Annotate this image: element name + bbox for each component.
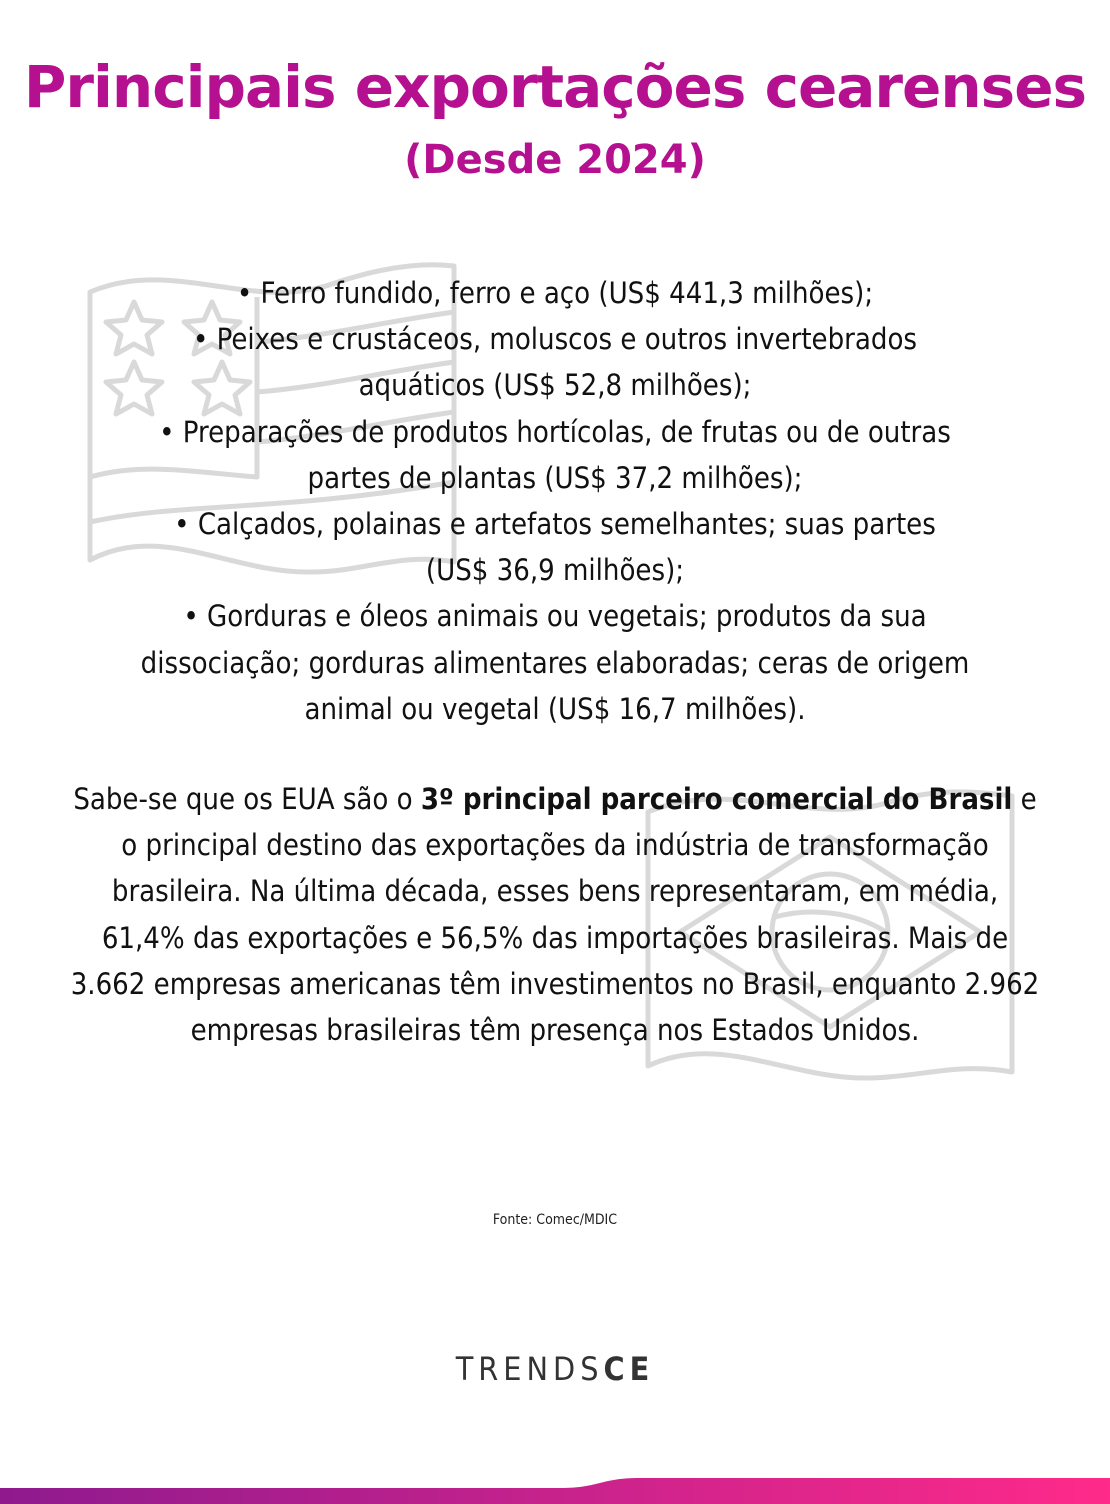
export-item-line: • Calçados, polainas e artefatos semelhantes; suas partes [174, 507, 936, 542]
trade-partner-paragraph [70, 776, 1040, 1053]
page-title: Principais exportações cearenses [23, 53, 1087, 121]
export-item-line: • Gorduras e óleos animais ou vegetais; produtos da sua [183, 599, 927, 634]
export-item-line: dissociação; gorduras alimentares elaboradas; ceras de origem [140, 645, 970, 680]
export-item [60, 501, 1050, 593]
export-item-line: • Preparações de produtos hortícolas, de frutas ou de outras [159, 414, 951, 449]
export-item [60, 409, 1050, 501]
paragraph-rest: e o principal destino das exportações da indústria de transformação brasileira. Na última década, esses bens representaram, em média, 61,4% das exportações e 56,5% das importações brasileiras. Mais de 3.662 empresas americanas têm investimentos no Brasil, enquanto 2.962 empresas brasileiras têm presença nos Estados Unidos. [70, 782, 1040, 1048]
export-item [60, 593, 1050, 732]
exports-list [60, 270, 1050, 732]
paragraph-intro: Sabe-se que os EUA são o [73, 782, 421, 816]
logo-text-bold: CE [603, 1350, 655, 1388]
export-item-line: animal ou vegetal (US$ 16,7 milhões). [304, 691, 806, 726]
trendsce-logo [0, 1350, 1110, 1388]
export-item-line: aquáticos (US$ 52,8 milhões); [358, 368, 752, 403]
export-item [60, 270, 1050, 316]
export-item-line: partes de plantas (US$ 37,2 milhões); [307, 460, 803, 495]
gradient-bottom-bar [0, 1478, 1110, 1504]
export-item-line: (US$ 36,9 milhões); [425, 553, 685, 588]
paragraph-highlight: 3º principal parceiro comercial do Brasil [420, 782, 1013, 816]
source-note: Fonte: Comec/MDIC [492, 1212, 618, 1228]
export-item-line: • Peixes e crustáceos, moluscos e outros invertebrados [192, 322, 918, 357]
export-item [60, 316, 1050, 408]
export-item-line: • Ferro fundido, ferro e aço (US$ 441,3 milhões); [236, 276, 874, 310]
logo-text-light: TRENDS [455, 1350, 604, 1388]
page-subtitle: (Desde 2024) [404, 137, 706, 183]
